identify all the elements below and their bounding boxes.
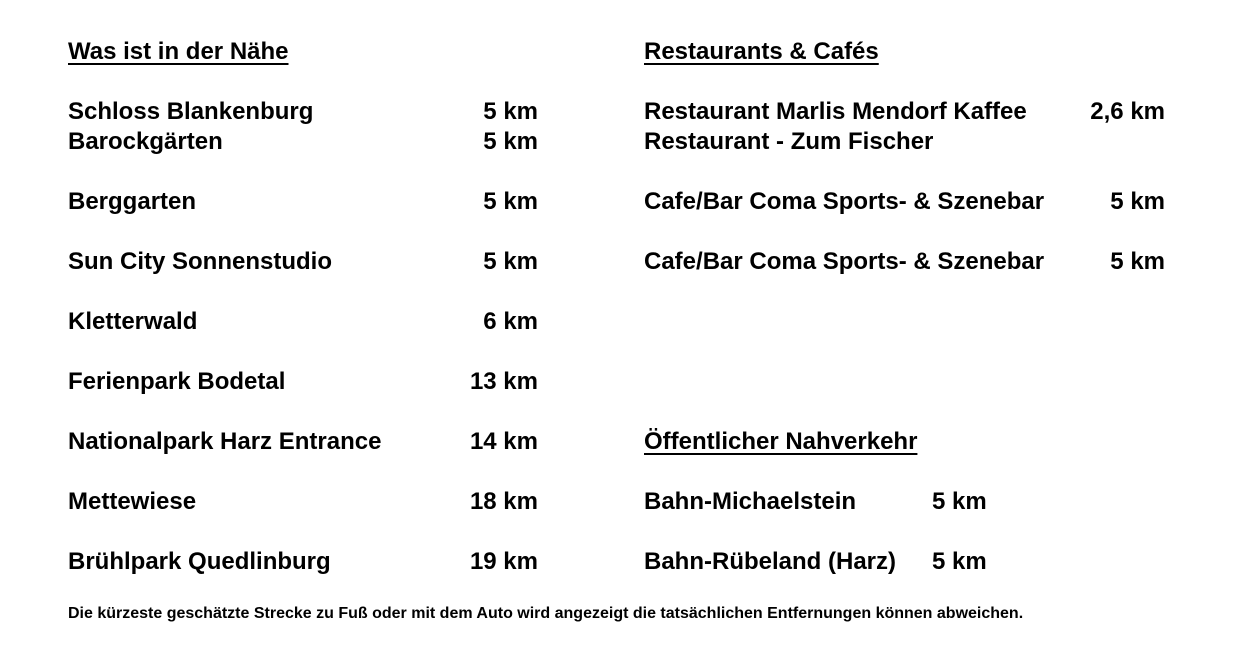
nearby-item-distance: 5 km xyxy=(483,248,538,275)
transit-item-distance: 5 km xyxy=(932,488,987,515)
restaurant-item-distance: 5 km xyxy=(1110,248,1165,275)
nearby-item-name: Sun City Sonnenstudio xyxy=(68,248,332,275)
restaurant-item-distance: 2,6 km xyxy=(1090,98,1165,125)
nearby-item-distance: 5 km xyxy=(483,128,538,155)
transit-heading: Öffentlicher Nahverkehr xyxy=(644,428,918,455)
transit-item-distance: 5 km xyxy=(932,548,987,575)
nearby-item-name: Ferienpark Bodetal xyxy=(68,368,286,395)
nearby-item-name: Nationalpark Harz Entrance xyxy=(68,428,382,455)
nearby-item-name: Kletterwald xyxy=(68,308,198,335)
nearby-item-distance: 5 km xyxy=(483,188,538,215)
nearby-item-name: Schloss Blankenburg xyxy=(68,98,314,125)
restaurants-heading: Restaurants & Cafés xyxy=(644,38,879,65)
nearby-item-distance: 5 km xyxy=(483,98,538,125)
nearby-item-name: Mettewiese xyxy=(68,488,197,515)
transit-item-name: Bahn-Michaelstein xyxy=(644,488,857,515)
restaurant-item-name: Cafe/Bar Coma Sports- & Szenebar xyxy=(644,248,1045,275)
nearby-item-distance: 6 km xyxy=(483,308,538,335)
footnote: Die kürzeste geschätzte Strecke zu Fuß oder mit dem Auto wird angezeigt die tatsächlichen Entfernungen können abweichen. xyxy=(68,605,1024,622)
restaurant-item-name: Restaurant - Zum Fischer xyxy=(644,128,934,155)
transit-item-name: Bahn-Rübeland (Harz) xyxy=(644,548,896,575)
restaurant-item-name: Restaurant Marlis Mendorf Kaffee xyxy=(644,98,1027,125)
nearby-item-distance: 14 km xyxy=(469,428,538,455)
nearby-item-name: Barockgärten xyxy=(68,128,223,155)
nearby-item-distance: 18 km xyxy=(469,488,538,515)
restaurant-item-distance: 5 km xyxy=(1110,188,1165,215)
nearby-heading: Was ist in der Nähe xyxy=(68,38,289,65)
restaurant-item-name: Cafe/Bar Coma Sports- & Szenebar xyxy=(644,188,1045,215)
nearby-item-distance: 19 km xyxy=(469,548,538,575)
nearby-item-distance: 13 km xyxy=(469,368,538,395)
nearby-item-name: Brühlpark Quedlinburg xyxy=(68,548,331,575)
nearby-item-name: Berggarten xyxy=(68,188,197,215)
